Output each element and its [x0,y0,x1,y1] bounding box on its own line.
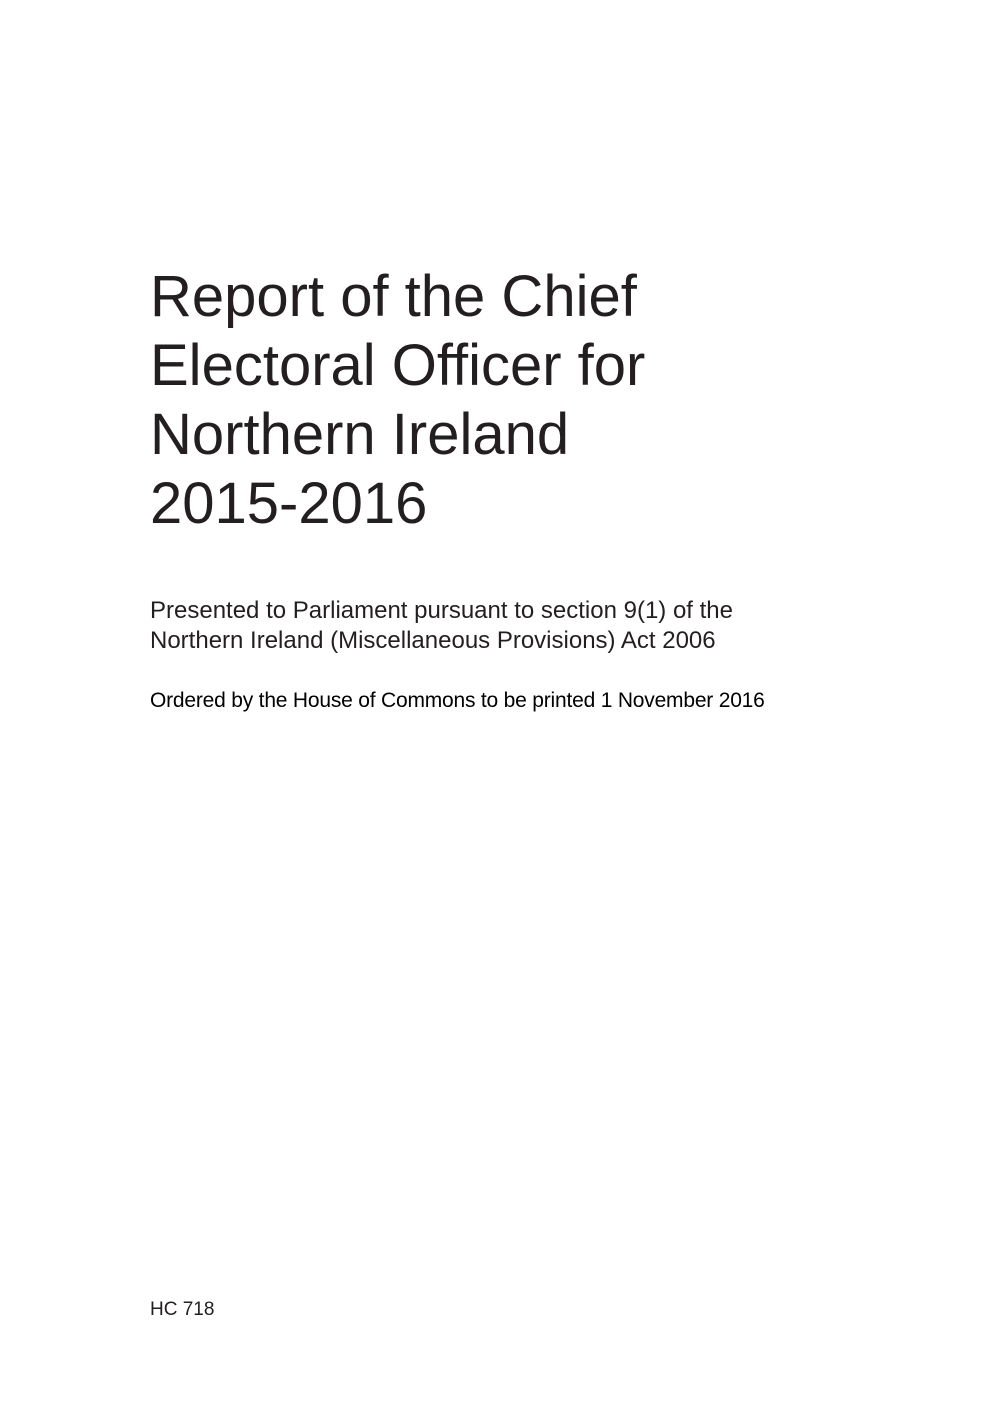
presented-statement [150,596,910,656]
presented-statement-line: Northern Ireland (Miscellaneous Provisions) Act 2006 [150,627,716,654]
presented-statement-line: Presented to Parliament pursuant to section 9(1) of the [150,597,733,624]
report-title-line: Report of the Chief [150,264,637,329]
hc-paper-number: HC 718 [150,1299,215,1320]
ordered-to-print-statement: Ordered by the House of Commons to be printed 1 November 2016 [150,689,765,712]
report-title-line: Electoral Officer for [150,333,646,398]
report-title [150,262,850,538]
report-title-line: 2015-2016 [150,471,428,536]
report-title-line: Northern Ireland [150,402,570,467]
